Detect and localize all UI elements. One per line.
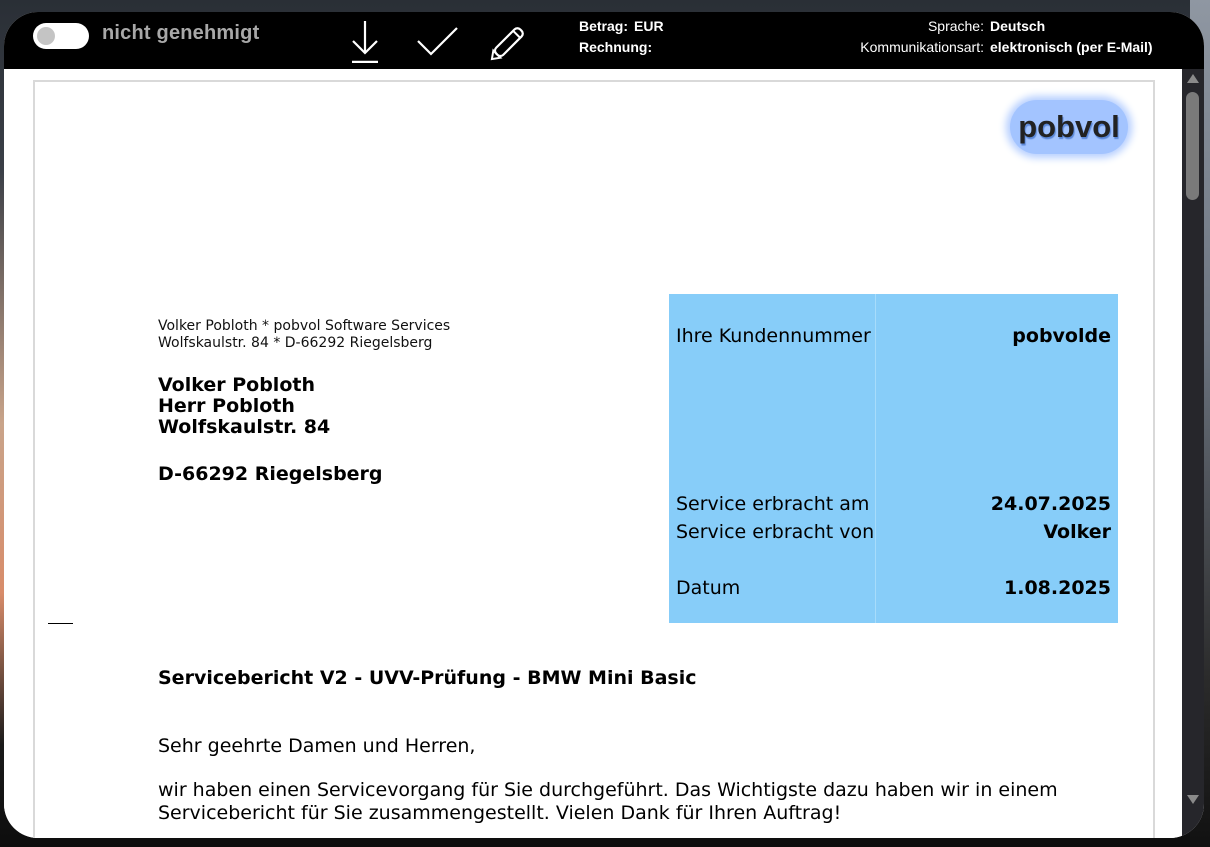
communication-meta bbox=[784, 16, 1160, 58]
meta-amount: Betrag: EUR bbox=[579, 18, 664, 34]
recipient-name: Volker Pobloth bbox=[158, 374, 315, 396]
service-date-label: Service erbracht am bbox=[676, 493, 870, 515]
date-label: Datum bbox=[676, 577, 741, 599]
meta-language: Sprache: Deutsch bbox=[927, 18, 1046, 34]
fold-mark bbox=[48, 623, 73, 624]
invoice-meta bbox=[579, 16, 664, 58]
edit-button[interactable] bbox=[488, 17, 534, 63]
recipient-address bbox=[158, 375, 383, 485]
approval-status-label: nicht genehmigt bbox=[102, 22, 260, 44]
approval-toggle[interactable] bbox=[33, 23, 89, 49]
service-date-value: 24.07.2025 bbox=[990, 493, 1111, 515]
service-by-value: Volker bbox=[1043, 521, 1111, 543]
scroll-up-arrow-icon[interactable] bbox=[1187, 74, 1199, 83]
letter-salutation: Sehr geehrte Damen und Herren, bbox=[158, 735, 476, 757]
sender-address bbox=[158, 318, 450, 352]
document-subject: Servicebericht V2 - UVV-Prüfung - BMW Mini Basic bbox=[158, 667, 697, 689]
customer-number-value: pobvolde bbox=[1012, 325, 1111, 347]
pencil-icon bbox=[488, 17, 534, 63]
checkmark-icon bbox=[414, 17, 460, 63]
download-icon bbox=[342, 17, 388, 63]
sender-line-1: Volker Pobloth * pobvol Software Services bbox=[158, 318, 451, 334]
meta-communication-type: Kommunikationsart: elektronisch (per E-Mail) bbox=[860, 39, 1153, 55]
scroll-down-arrow-icon[interactable] bbox=[1187, 795, 1199, 804]
toggle-knob bbox=[37, 27, 55, 45]
date-value: 1.08.2025 bbox=[1004, 577, 1111, 599]
document-page bbox=[33, 80, 1155, 838]
sender-line-2: Wolfskaulstr. 84 * D-66292 Riegelsberg bbox=[158, 335, 433, 351]
recipient-city: D-66292 Riegelsberg bbox=[158, 463, 383, 485]
vertical-scrollbar[interactable] bbox=[1182, 69, 1204, 838]
scroll-thumb[interactable] bbox=[1186, 92, 1199, 200]
approve-button[interactable] bbox=[414, 17, 460, 63]
document-info-box bbox=[669, 294, 1118, 623]
recipient-street: Wolfskaulstr. 84 bbox=[158, 416, 331, 438]
toolbar bbox=[4, 12, 1204, 69]
letter-body: wir haben einen Servicevorgang für Sie durchgeführt. Das Wichtigste dazu haben wir in einem Servicebericht für Sie zusammengestellt. Vielen Dank für Ihren Auftrag! bbox=[158, 779, 1058, 824]
recipient-salutation: Herr Pobloth bbox=[158, 395, 295, 417]
download-button[interactable] bbox=[342, 17, 388, 63]
customer-number-label: Ihre Kundennummer bbox=[676, 325, 871, 347]
document-preview bbox=[4, 69, 1182, 838]
service-by-label: Service erbracht von bbox=[676, 521, 875, 543]
meta-invoice: Rechnung: bbox=[579, 39, 653, 55]
document-viewer-window bbox=[4, 12, 1204, 838]
company-logo: pobvol bbox=[1010, 100, 1128, 154]
